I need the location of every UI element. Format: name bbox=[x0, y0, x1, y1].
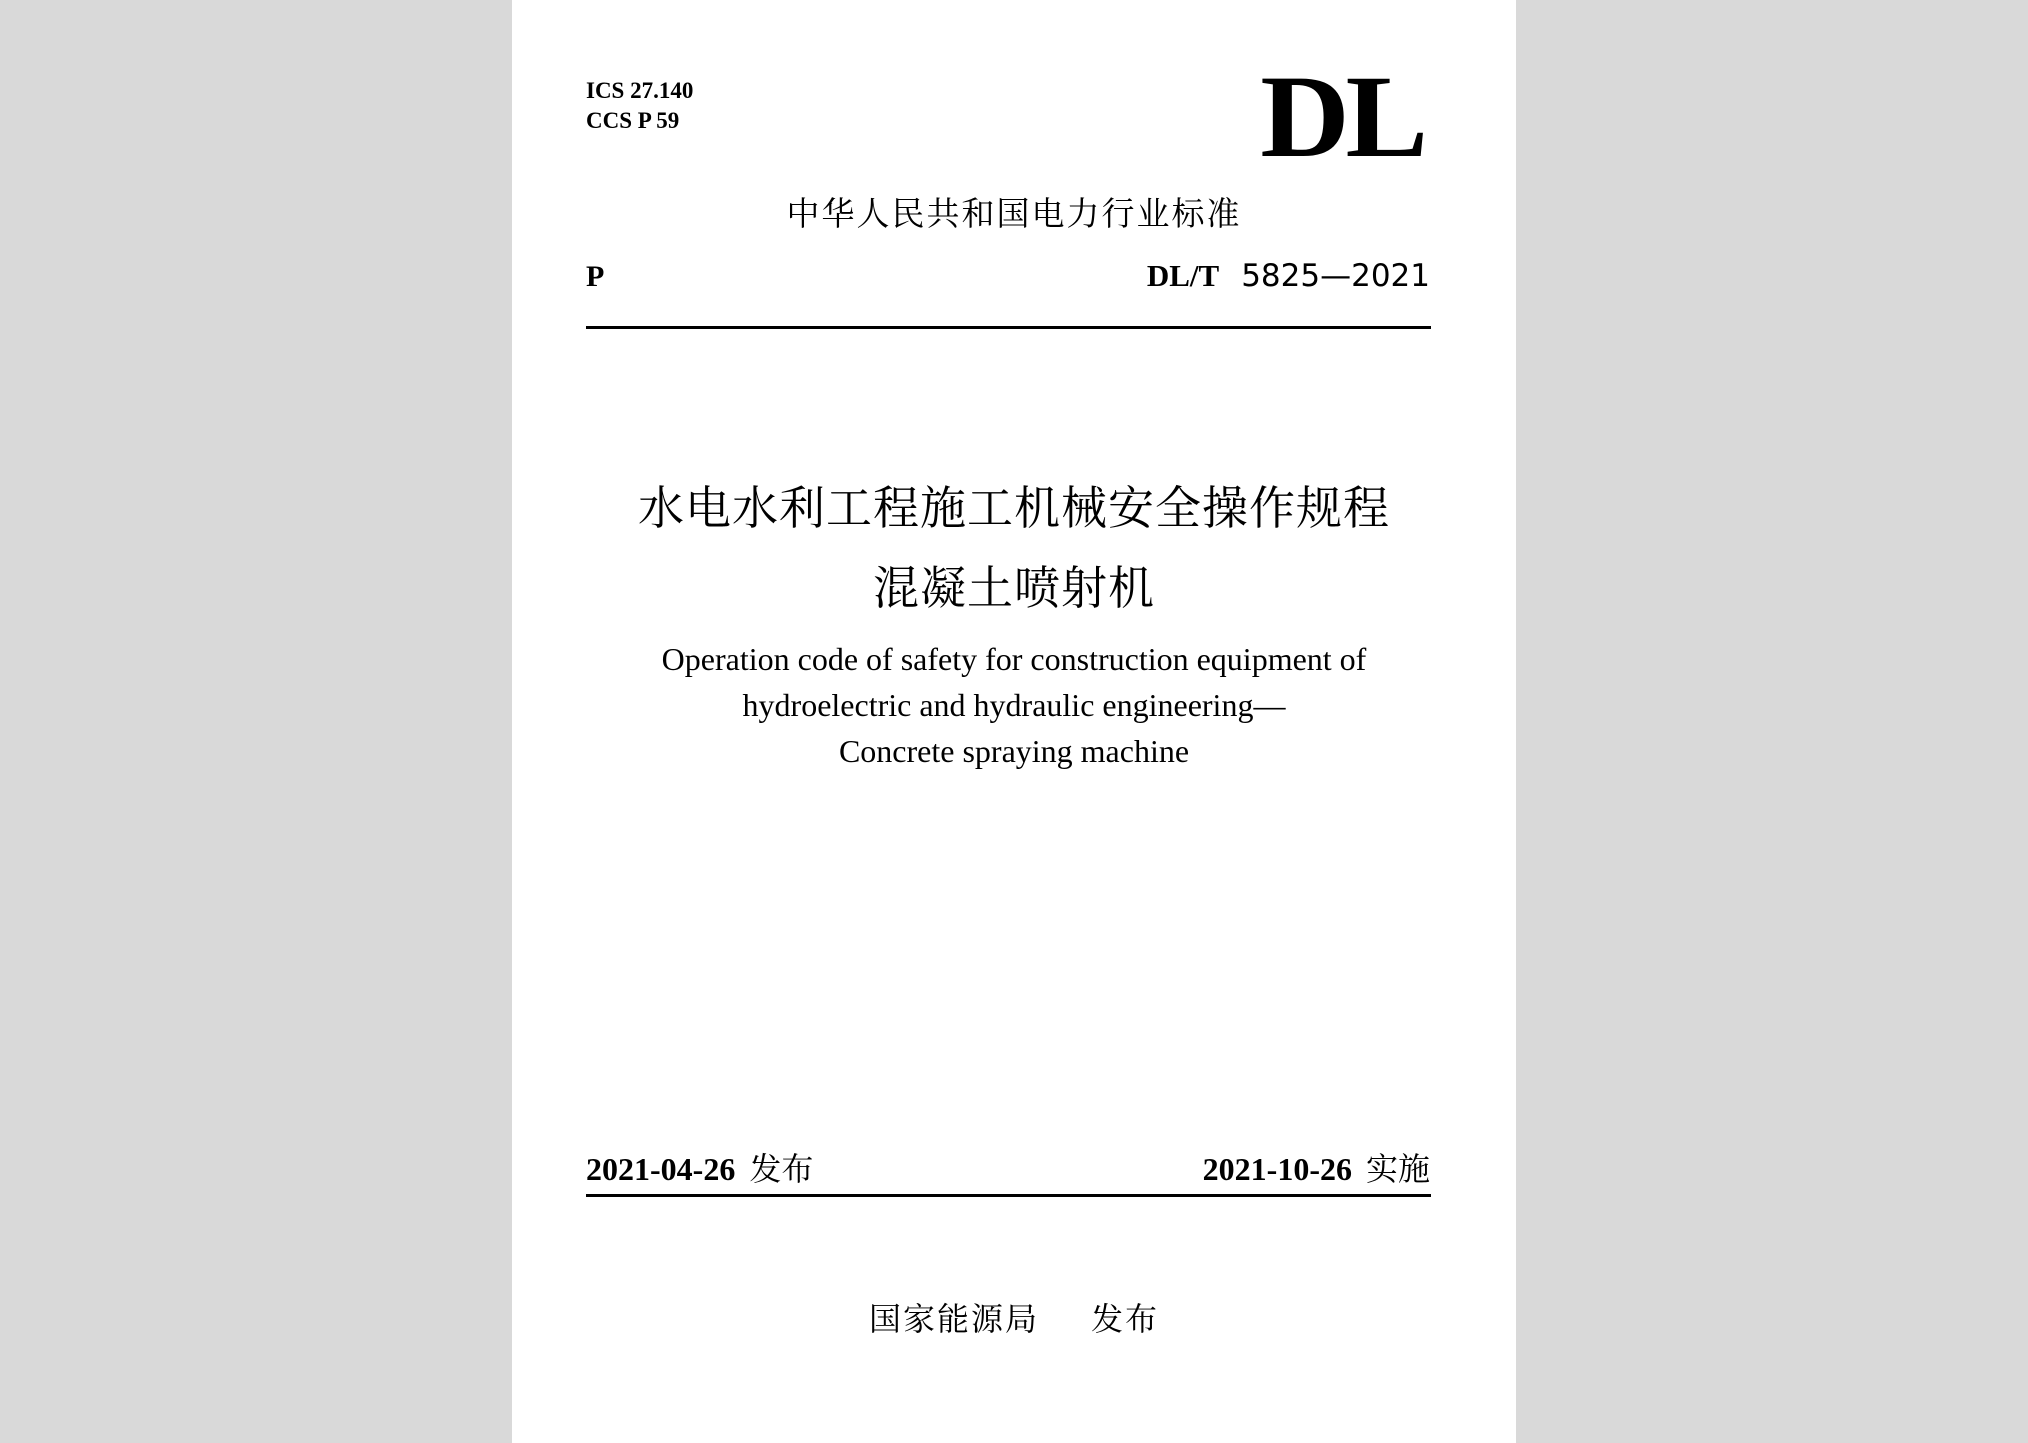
title-en-line1: Operation code of safety for construction equipment of bbox=[661, 641, 1367, 677]
title-zh-line2: 混凝土喷射机 bbox=[873, 561, 1155, 615]
header-divider bbox=[586, 326, 1431, 329]
issuer bbox=[512, 1294, 1516, 1340]
classification-letter: P bbox=[586, 260, 605, 293]
standard-number bbox=[1147, 258, 1430, 294]
classification-codes bbox=[586, 76, 693, 136]
ics-code: ICS 27.140 bbox=[586, 78, 694, 103]
title-zh-line1: 水电水利工程施工机械安全操作规程 bbox=[638, 481, 1390, 535]
effective-date-value: 2021-10-26 bbox=[1202, 1151, 1352, 1187]
standard-prefix: DL/T bbox=[1146, 258, 1220, 293]
document-page bbox=[512, 0, 1516, 1443]
footer-divider bbox=[586, 1194, 1431, 1197]
effective-date bbox=[1203, 1144, 1430, 1190]
standard-category: 中华人民共和国电力行业标准 bbox=[786, 194, 1242, 233]
dl-logo: DL bbox=[1260, 51, 1424, 182]
issuer-label: 发布 bbox=[1091, 1300, 1160, 1338]
title-en-line3: Concrete spraying machine bbox=[838, 733, 1190, 769]
issue-date-label: 发布 bbox=[749, 1150, 814, 1188]
issue-date-value: 2021-04-26 bbox=[586, 1151, 736, 1187]
issuer-name: 国家能源局 bbox=[868, 1300, 1039, 1338]
effective-date-label: 实施 bbox=[1365, 1150, 1430, 1188]
issue-date bbox=[586, 1144, 813, 1190]
standard-code: 5825—2021 bbox=[1241, 258, 1430, 294]
ccs-code: CCS P 59 bbox=[586, 108, 680, 133]
title-en-line2: hydroelectric and hydraulic engineering— bbox=[742, 687, 1286, 723]
